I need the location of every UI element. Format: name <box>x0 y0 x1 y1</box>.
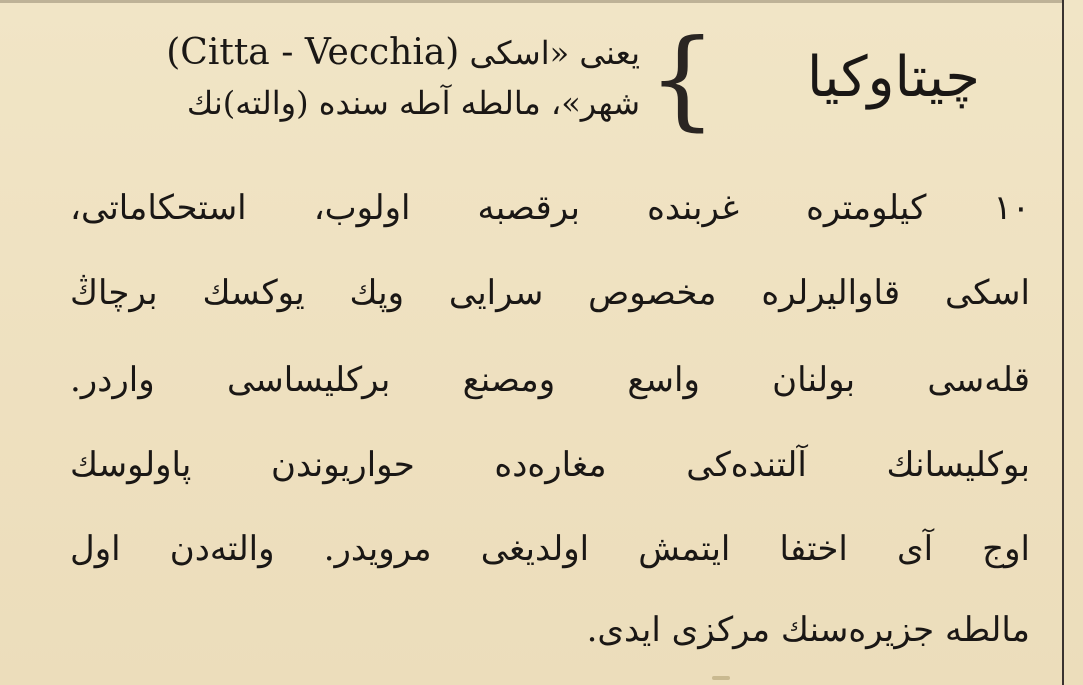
gloss-latin-name: (Citta - Vecchia) <box>166 32 460 73</box>
body-line-5: اوج آی اختفا ایتمش اولدیغی مرویدر. والته‌دن اول <box>70 529 1030 569</box>
column-rule <box>1062 0 1064 685</box>
gloss-line-1 <box>60 28 640 78</box>
paper-speck <box>712 676 730 680</box>
gloss-line-2 <box>60 78 640 128</box>
curly-brace: { <box>648 17 717 142</box>
body-line-1: ۱۰ کیلومتره غربنده برقصبه اولوب، استحکاماتی، <box>70 188 1030 228</box>
entry-headword: چیتاوکیا <box>806 45 980 110</box>
body-line-2: اسکی قاوالیرلره مخصوص سرایی وپك یوکسك برچاڭ <box>70 273 1030 313</box>
gloss-line-2-text: شهر»، مالطه آطه سنده (والته)نك <box>186 84 640 122</box>
body-line-4: بوکلیسانك آلتنده‌کی مغاره‌ده حواریوندن پاولوسك <box>70 445 1030 485</box>
gloss-arabic-fragment: یعنی «اسکی <box>469 34 640 72</box>
body-line-3: قله‌سی بولنان واسع ومصنع برکلیساسی واردر. <box>70 360 1030 400</box>
body-line-6: مالطه جزیره‌سنك مرکزی ایدی. <box>586 610 1030 650</box>
